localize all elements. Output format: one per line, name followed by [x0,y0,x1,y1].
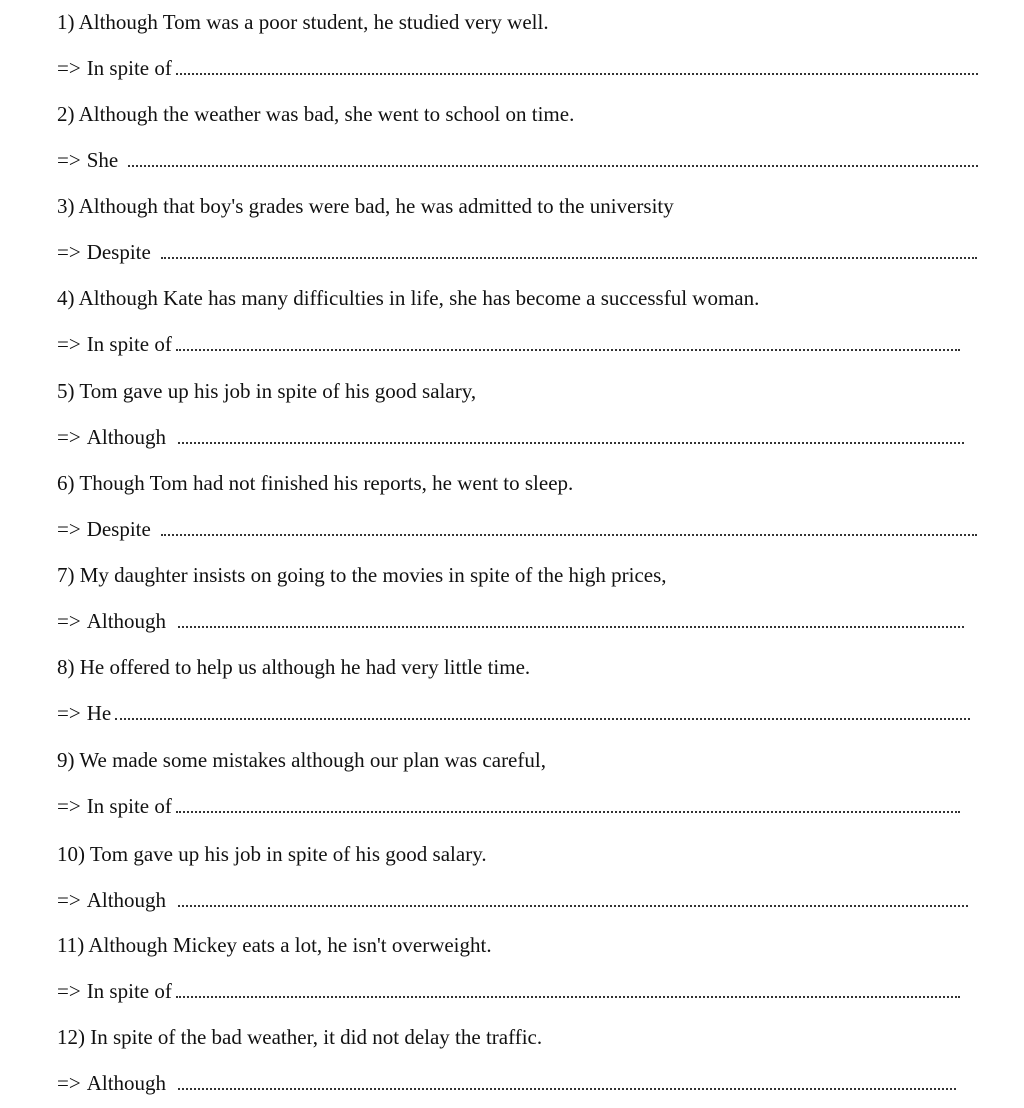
answer-line[interactable] [57,792,960,820]
question-sentence [57,1023,542,1051]
arrow-symbol: => [57,794,81,818]
answer-blank[interactable] [176,71,978,75]
answer-line[interactable] [57,515,977,543]
answer-blank[interactable] [178,1086,956,1090]
question-number: 8) [57,655,75,679]
arrow-symbol: => [57,888,81,912]
question-number: 11) [57,933,85,957]
answer-prompt: Although [86,609,167,633]
question-number: 12) [57,1025,85,1049]
answer-line[interactable] [57,146,978,174]
arrow-symbol: => [57,56,81,80]
answer-line[interactable] [57,977,960,1005]
question-number: 10) [57,842,85,866]
question-text: Tom gave up his job in spite of his good salary, [79,379,477,403]
question-number: 1) [57,10,75,34]
question-sentence [57,100,574,128]
answer-line[interactable] [57,607,964,635]
question-text: Although Mickey eats a lot, he isn't overweight. [88,933,492,957]
question-sentence [57,284,759,312]
answer-blank[interactable] [176,809,960,813]
answer-blank[interactable] [178,903,968,907]
question-text: My daughter insists on going to the movies in spite of the high prices, [79,563,667,587]
answer-prompt: Although [86,888,167,912]
answer-blank[interactable] [178,440,964,444]
answer-prompt: In spite of [86,56,172,80]
answer-prompt: In spite of [86,979,172,1003]
question-text: Though Tom had not finished his reports, he went to sleep. [79,471,574,495]
arrow-symbol: => [57,240,81,264]
answer-prompt: She [86,148,119,172]
answer-line[interactable] [57,886,968,914]
question-text: Although that boy's grades were bad, he was admitted to the university [78,194,674,218]
arrow-symbol: => [57,148,81,172]
question-text: We made some mistakes although our plan was careful, [79,748,546,772]
question-text: Although the weather was bad, she went to school on time. [78,102,575,126]
question-text: He offered to help us although he had very little time. [79,655,531,679]
answer-prompt: He [86,701,112,725]
question-number: 2) [57,102,75,126]
arrow-symbol: => [57,332,81,356]
answer-blank[interactable] [161,532,977,536]
question-sentence [57,653,530,681]
answer-prompt: In spite of [86,332,172,356]
arrow-symbol: => [57,701,81,725]
answer-prompt: In spite of [86,794,172,818]
answer-line[interactable] [57,1069,956,1097]
answer-blank[interactable] [176,994,960,998]
question-number: 7) [57,563,75,587]
question-number: 4) [57,286,75,310]
question-number: 9) [57,748,75,772]
question-text: Although Kate has many difficulties in life, she has become a successful woman. [78,286,760,310]
question-number: 6) [57,471,75,495]
answer-prompt: Despite [86,517,151,541]
question-sentence [57,377,476,405]
answer-line[interactable] [57,423,964,451]
arrow-symbol: => [57,979,81,1003]
arrow-symbol: => [57,609,81,633]
question-text: Tom gave up his job in spite of his good salary. [89,842,487,866]
answer-line[interactable] [57,54,978,82]
question-sentence [57,931,492,959]
arrow-symbol: => [57,425,81,449]
answer-blank[interactable] [115,716,970,720]
answer-blank[interactable] [128,163,978,167]
question-sentence [57,8,549,36]
question-text: In spite of the bad weather, it did not delay the traffic. [90,1025,543,1049]
question-sentence [57,840,487,868]
question-sentence [57,561,667,589]
answer-blank[interactable] [161,255,977,259]
question-sentence [57,192,674,220]
question-sentence [57,469,573,497]
answer-blank[interactable] [178,624,964,628]
question-text: Although Tom was a poor student, he studied very well. [78,10,549,34]
answer-prompt: Although [86,1071,167,1095]
arrow-symbol: => [57,1071,81,1095]
answer-line[interactable] [57,699,970,727]
question-sentence [57,746,546,774]
question-number: 5) [57,379,75,403]
question-number: 3) [57,194,75,218]
arrow-symbol: => [57,517,81,541]
answer-line[interactable] [57,238,977,266]
answer-blank[interactable] [176,347,960,351]
answer-prompt: Despite [86,240,151,264]
answer-prompt: Although [86,425,167,449]
answer-line[interactable] [57,330,960,358]
